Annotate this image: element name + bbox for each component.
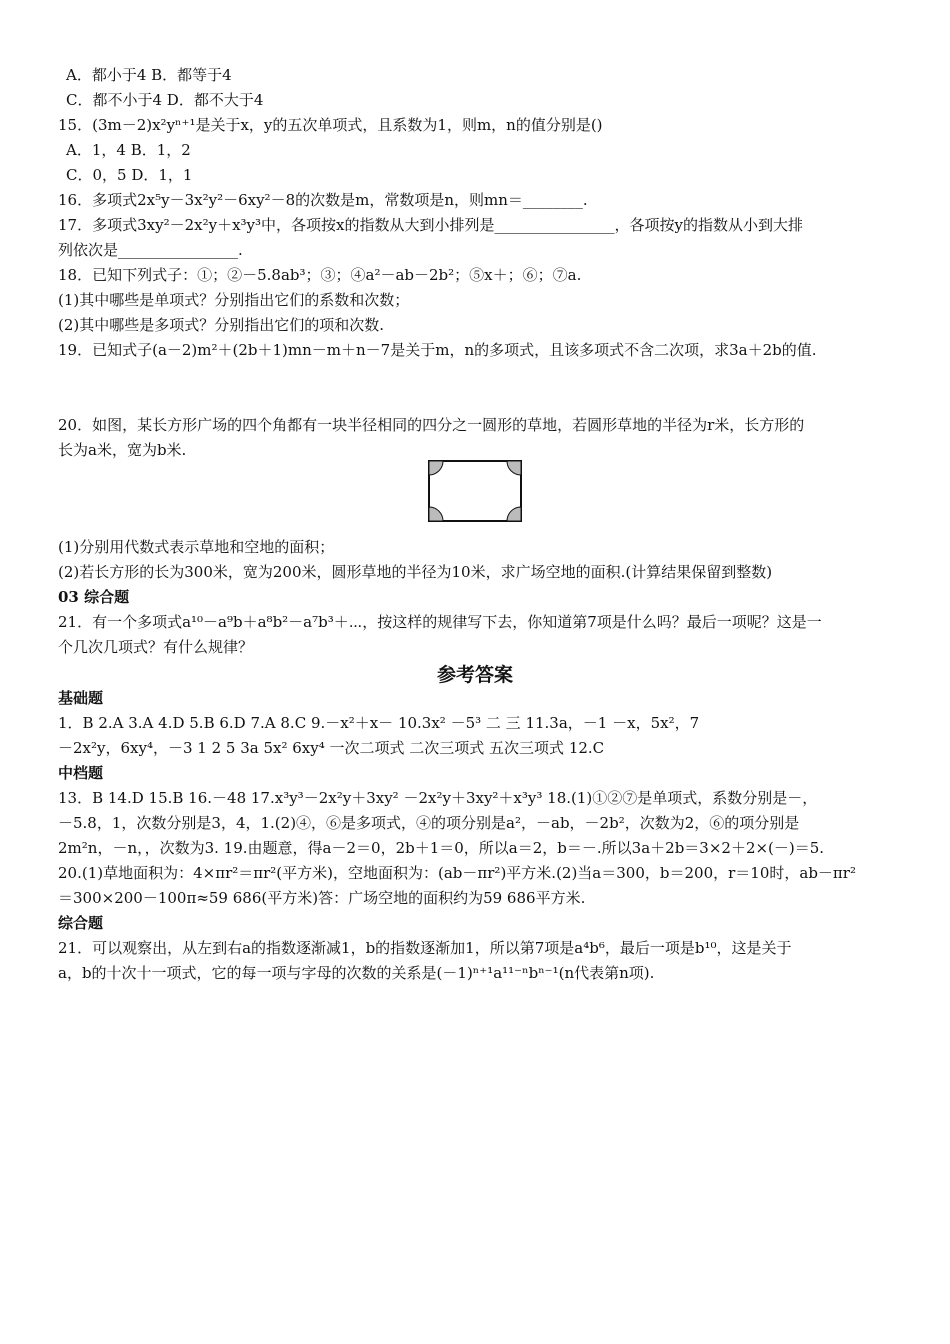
answer-line: 21．可以观察出，从左到右a的指数逐渐减1，b的指数逐渐加1，所以第7项是a⁴b⁶，最后一项是b¹⁰，这是关于 — [58, 939, 792, 957]
question-16: 16．多项式2x⁵y－3x²y²－6xy²－8的次数是m，常数项是n，则mn＝________. — [58, 191, 588, 209]
answer-line: 20.(1)草地面积为：4×πr²＝πr²(平方米)，空地面积为：(ab－πr²)平方米.(2)当a＝300，b＝200，r＝10时，ab－πr² — [58, 864, 856, 882]
question-18-part2: (2)其中哪些是多项式？分别指出它们的项和次数. — [58, 316, 385, 334]
question-20-part1: (1)分别用代数式表示草地和空地的面积； — [58, 538, 335, 556]
option-line: C．都不小于4 D．都不大于4 — [66, 91, 264, 109]
answer-line: －5.8，1，次数分别是3，4，1.(2)④，⑥是多项式，④的项分别是a²，－ab，－2b²，次数为2，⑥的项分别是 — [58, 814, 800, 832]
answer-line: a，b的十次十一项式，它的每一项与字母的次数的关系是(－1)ⁿ⁺¹a¹¹⁻ⁿbⁿ⁻¹(n代表第n项). — [58, 964, 655, 982]
section-heading: 03 综合题 — [58, 588, 130, 606]
answer-title: 参考答案 — [436, 664, 513, 686]
answer-line: ＝300×200－100π≈59 686(平方米)答：广场空地的面积约为59 686平方米. — [58, 889, 586, 907]
answer-section-heading: 中档题 — [58, 764, 104, 782]
question-20-cont: 长为a米，宽为b米. — [58, 441, 187, 459]
answer-line: 13．B 14.D 15.B 16.－48 17.x³y³－2x²y＋3xy² －2x²y＋3xy²＋x³y³ 18.(1)①②⑦是单项式，系数分别是－， — [58, 789, 818, 807]
rectangle-square-figure — [428, 460, 522, 522]
question-17-cont: 列依次是________________. — [58, 241, 243, 259]
answer-section-heading: 基础题 — [58, 689, 104, 707]
answer-line: 1．B 2.A 3.A 4.D 5.B 6.D 7.A 8.C 9.－x²＋x－ 10.3x² －5³ 二 三 11.3a，－1 －x，5x²，7 — [58, 714, 700, 732]
question-20: 20．如图，某长方形广场的四个角都有一块半径相同的四分之一圆形的草地，若圆形草地的半径为r米，长方形的 — [58, 416, 805, 434]
question-17: 17．多项式3xy²－2x²y＋x³y³中，各项按x的指数从大到小排列是________________，各项按y的指数从小到大排 — [58, 216, 803, 234]
question-20-part2: (2)若长方形的长为300米，宽为200米，圆形草地的半径为10米，求广场空地的面积.(计算结果保留到整数) — [58, 563, 773, 581]
question-19: 19．已知式子(a－2)m²＋(2b＋1)mn－m＋n－7是关于m，n的多项式，且该多项式不含二次项，求3a＋2b的值. — [58, 341, 817, 359]
question-21: 21．有一个多项式a¹⁰－a⁹b＋a⁸b²－a⁷b³＋⋯，按这样的规律写下去，你知道第7项是什么吗？最后一项呢？这是一 — [58, 613, 822, 631]
option-line: C．0，5 D．1，1 — [66, 166, 193, 184]
question-18: 18．已知下列式子：①；②－5.8ab³；③；④a²－ab－2b²；⑤x＋；⑥；⑦a. — [58, 266, 582, 284]
question-15: 15．(3m－2)x²yⁿ⁺¹是关于x，y的五次单项式，且系数为1，则m，n的值分别是() — [58, 116, 603, 134]
answer-line: 2m²n，－n，，次数为3. 19.由题意，得a－2＝0，2b＋1＝0，所以a＝2，b＝－.所以3a＋2b＝3×2＋2×(－)＝5. — [58, 839, 825, 857]
question-21-cont: 个几次几项式？有什么规律？ — [58, 638, 254, 656]
answer-line: －2x²y，6xy⁴，－3 1 2 5 3a 5x² 6xy⁴ 一次二项式 二次三项式 五次三项式 12.C — [58, 739, 605, 757]
option-line: A．1，4 B．1，2 — [66, 141, 191, 159]
question-18-part1: (1)其中哪些是单项式？分别指出它们的系数和次数； — [58, 291, 410, 309]
option-line: A．都小于4 B．都等于4 — [66, 66, 232, 84]
answer-section-heading: 综合题 — [58, 914, 104, 932]
